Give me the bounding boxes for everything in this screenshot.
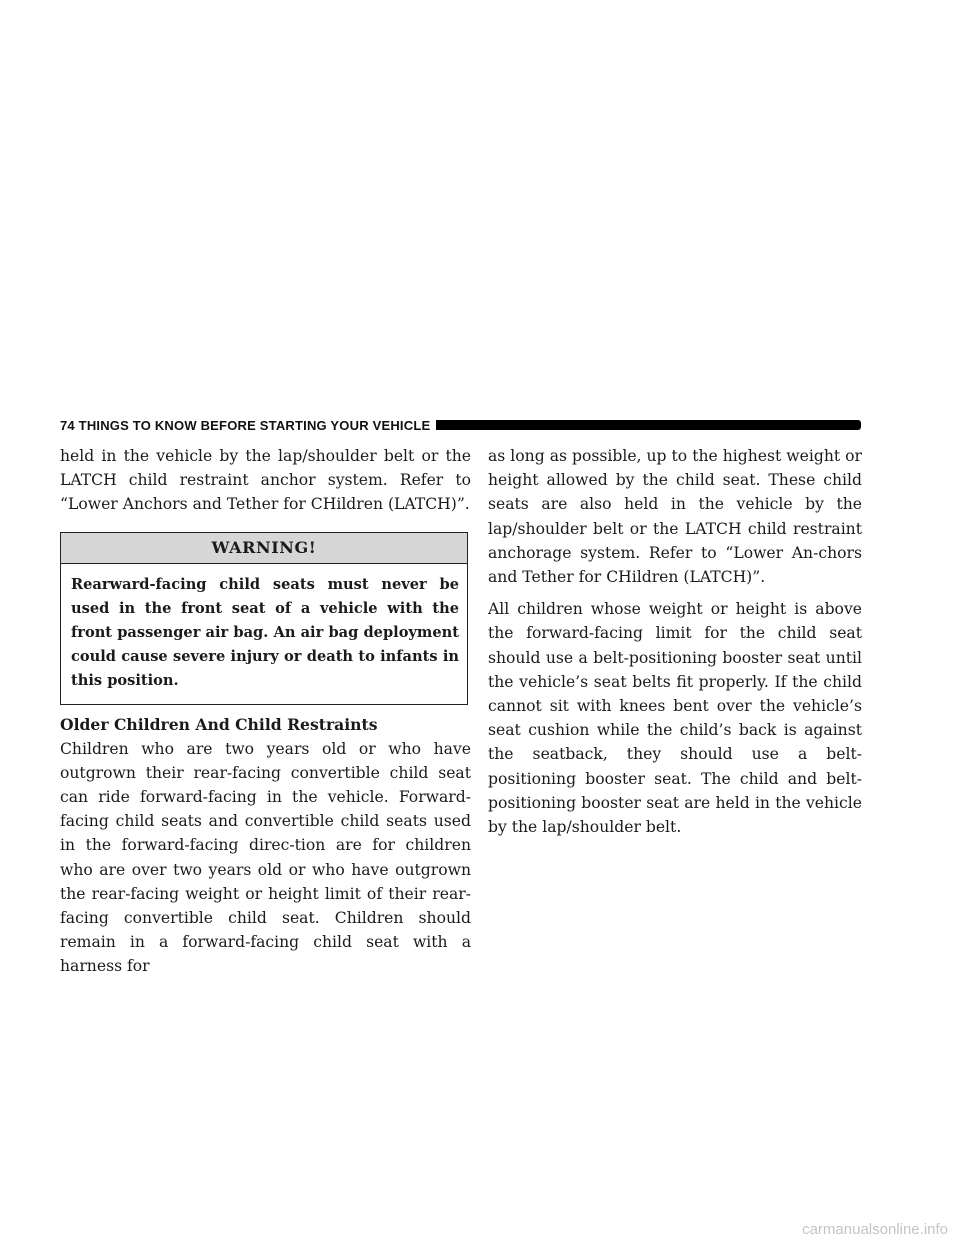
body-paragraph-booster: All children whose weight or height is above the forward-facing limit for the child seat should use a belt-positioning booster seat until the vehicle’s seat belts fit properly. If the child cannot sit with knees bent over the vehicle’s seat cushion while the child’s back is against the seatback, they should use a belt-positioning booster seat. The child and belt-positioning booster seat are held in the vehicle by the lap/shoulder belt. xyxy=(488,600,862,837)
left-column xyxy=(60,444,471,979)
right-column xyxy=(488,444,862,839)
watermark-link[interactable]: carmanualsonline.info xyxy=(802,1221,948,1238)
warning-body: Rearward-facing child seats must never be used in the front seat of a vehicle with the front passenger air bag. An air bag deployment could cause severe injury or death to infants in this position. xyxy=(71,575,459,690)
header-rule xyxy=(436,420,861,430)
section-heading: Older Children And Child Restraints xyxy=(60,714,378,734)
body-paragraph: Children who are two years old or who have outgrown their rear-facing convertible child seat can ride forward-facing in the vehicle. Forward-facing child seats and convertible child seats used in the forward-facing direc-tion are for children who are over two years old or who have outgrown the rear-facing weight or height limit of their rear-facing convertible child seat. Children should remain in a forward-facing child seat with a harness for xyxy=(60,739,471,976)
intro-paragraph: held in the vehicle by the lap/shoulder belt or the LATCH child restraint anchor system. Refer to “Lower Anchors and Tether for CHildren (LATCH)”. xyxy=(60,447,471,514)
page-header-title: 74 THINGS TO KNOW BEFORE STARTING YOUR VEHICLE xyxy=(60,417,431,433)
warning-title: WARNING! xyxy=(61,533,467,564)
body-paragraph-continued: as long as possible, up to the highest weight or height allowed by the child seat. These child seats are also held in the vehicle by the lap/shoulder belt or the LATCH child restraint anchorage system. Refer to “Lower An-chors and Tether for CHildren (LATCH)”. xyxy=(488,447,862,587)
warning-box xyxy=(60,532,468,705)
page-header xyxy=(60,418,861,432)
